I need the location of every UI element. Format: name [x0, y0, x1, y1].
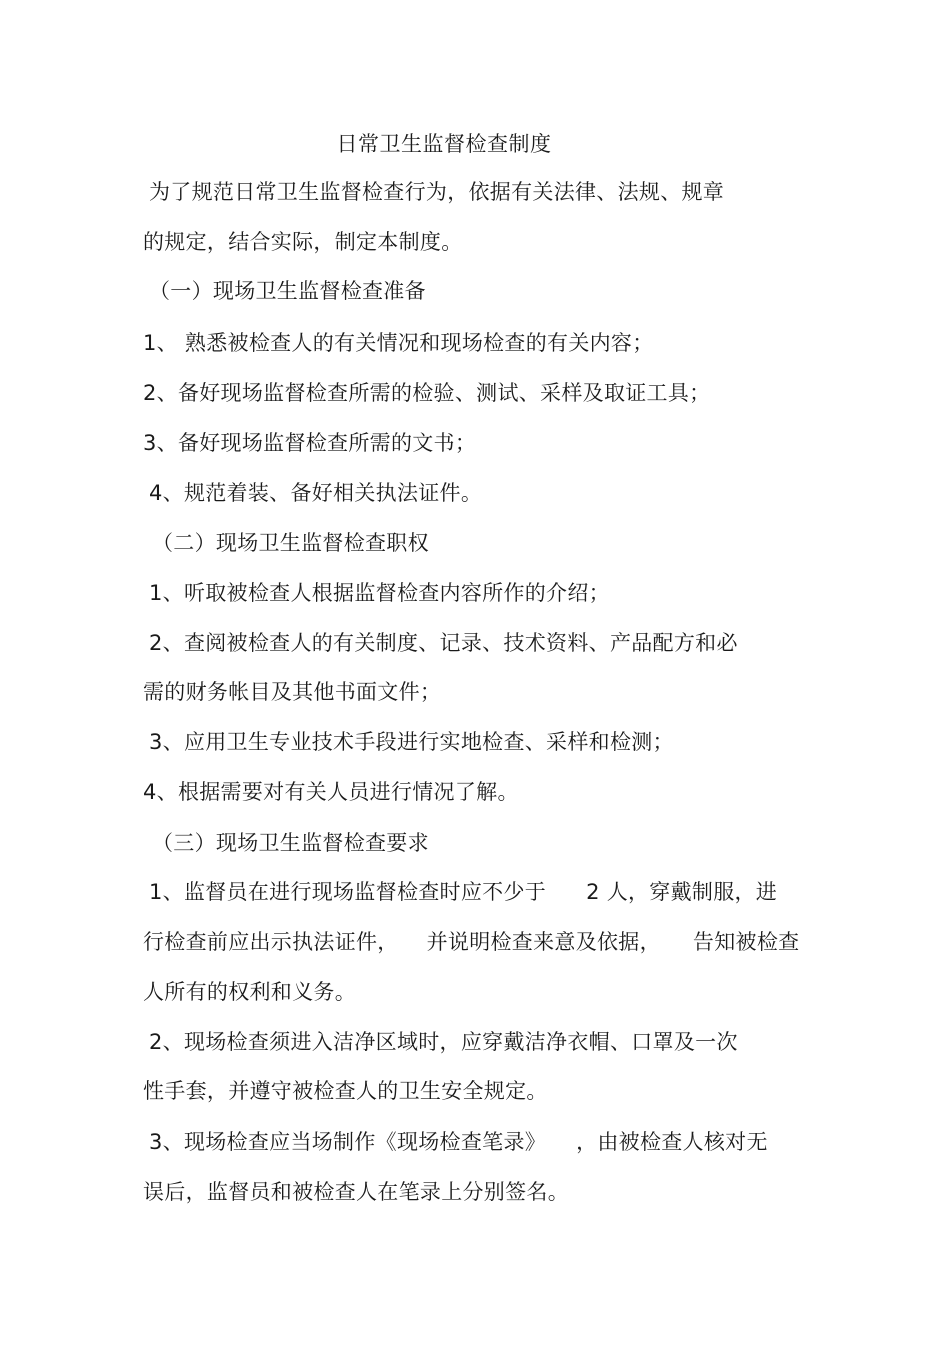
- section-3-heading: （三）现场卫生监督检查要求: [152, 831, 429, 855]
- intro-line-2: 的规定，结合实际，制定本制度。: [143, 230, 463, 254]
- section-3-item-2-line-1: 2、现场检查须进入洁净区域时，应穿戴洁净衣帽、口罩及一次: [149, 1030, 738, 1054]
- section-3-item-1-text-e: 告知被检查: [692, 930, 800, 954]
- section-2-item-1: 1、听取被检查人根据监督检查内容所作的介绍；: [149, 581, 610, 605]
- section-1-heading: （一）现场卫生监督检查准备: [149, 279, 426, 303]
- section-3-item-3-line-2: 误后，监督员和被检查人在笔录上分别签名。: [143, 1180, 569, 1204]
- section-3-item-1-line-2: [143, 928, 799, 956]
- section-3-item-1-line-1: [149, 878, 777, 906]
- section-3-item-3-text-a: 3、现场检查应当场制作《现场检查笔录》: [149, 1130, 547, 1154]
- section-1-item-2: 2、备好现场监督检查所需的检验、测试、采样及取证工具；: [143, 381, 711, 405]
- section-3-item-3-text-b: ，由被检查人核对无: [576, 1130, 768, 1154]
- section-2-heading: （二）现场卫生监督检查职权: [152, 531, 429, 555]
- section-3-item-2-line-2: 性手套，并遵守被检查人的卫生安全规定。: [143, 1079, 548, 1103]
- section-2-item-4: 4、根据需要对有关人员进行情况了解。: [143, 780, 519, 804]
- section-2-item-2-line-2: 需的财务帐目及其他书面文件；: [143, 680, 442, 704]
- section-3-item-3-line-1: [149, 1128, 768, 1156]
- section-3-item-1-text-b: 2 人，穿戴制服，进: [586, 880, 778, 904]
- section-3-item-1-text-c: 行检查前应出示执法证件，: [143, 930, 399, 954]
- section-1-item-1: 1、 熟悉被检查人的有关情况和现场检查的有关内容；: [143, 331, 654, 355]
- section-3-item-1-text-a: 1、监督员在进行现场监督检查时应不少于: [149, 880, 547, 904]
- section-2-item-3: 3、应用卫生专业技术手段进行实地检查、采样和检测；: [149, 730, 674, 754]
- section-1-item-4: 4、规范着装、备好相关执法证件。: [149, 481, 483, 505]
- document-title: 日常卫生监督检查制度: [336, 132, 552, 156]
- intro-line-1: 为了规范日常卫生监督检查行为，依据有关法律、法规、规章: [149, 180, 725, 204]
- section-3-item-1-text-d: 并说明检查来意及依据，: [426, 930, 661, 954]
- section-1-item-3: 3、备好现场监督检查所需的文书；: [143, 431, 477, 455]
- section-2-item-2-line-1: 2、查阅被检查人的有关制度、记录、技术资料、产品配方和必: [149, 631, 738, 655]
- section-3-item-1-line-3: 人所有的权利和义务。: [143, 980, 356, 1004]
